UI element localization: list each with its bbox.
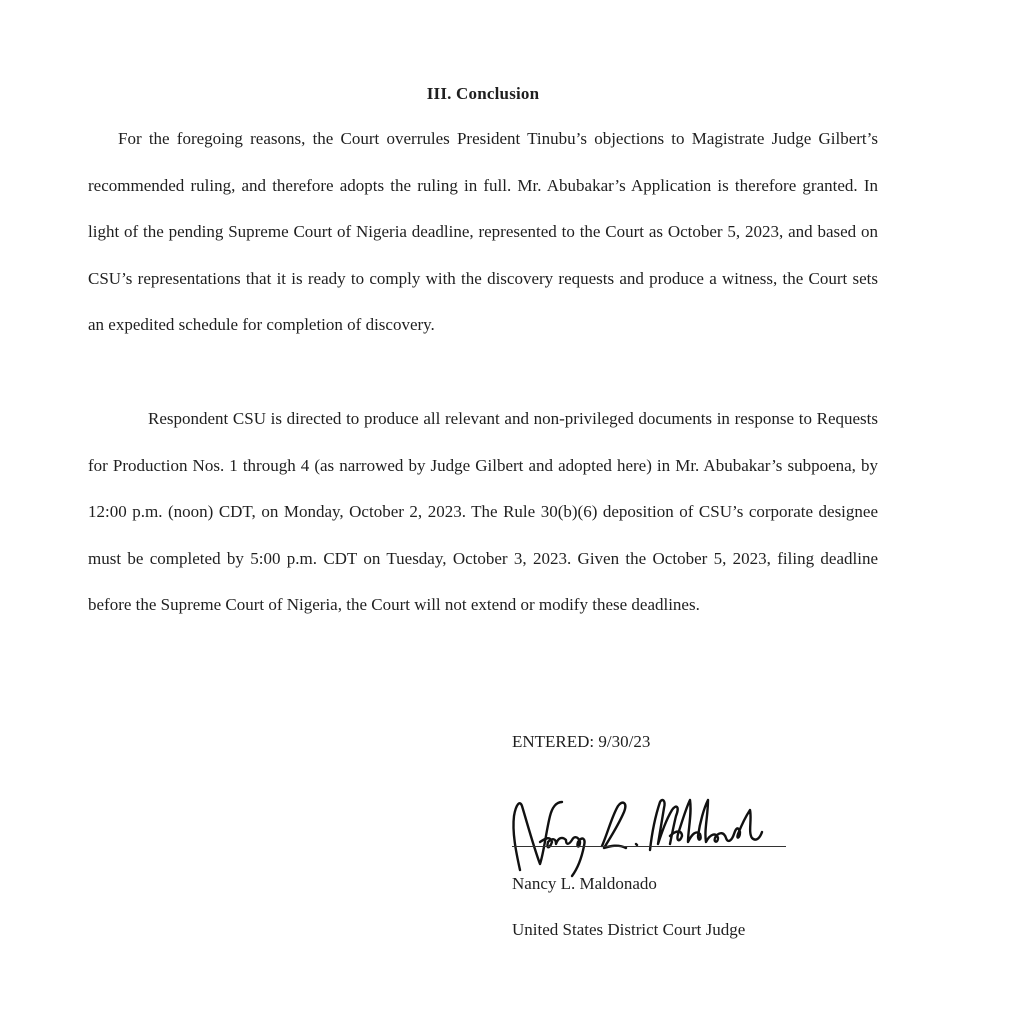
handwritten-signature xyxy=(490,772,770,882)
judge-name: Nancy L. Maldonado xyxy=(512,874,657,893)
section-heading: III. Conclusion xyxy=(426,84,540,103)
signature-line xyxy=(512,846,786,847)
judge-title: United States District Court Judge xyxy=(512,920,746,939)
entered-date: ENTERED: 9/30/23 xyxy=(512,732,651,751)
conclusion-paragraph-1: For the foregoing reasons, the Court overrules President Tinubu’s objections to Magistrate Judge Gilbert’s recommended ruling, and therefore adopts the ruling in full. Mr. Abubakar’s Application is therefore granted. In light of the pending Supreme Court of Nigeria deadline, represented to the Court as October 5, 2023, and based on CSU’s representations that it is ready to comply with the discovery requests and produce a witness, the Court sets an expedited schedule for completion of discovery. xyxy=(88,129,878,334)
conclusion-paragraph-2: Respondent CSU is directed to produce all relevant and non-privileged documents in response to Requests for Production Nos. 1 through 4 (as narrowed by Judge Gilbert and adopted here) in Mr. Abubakar’s subpoena, by 12:00 p.m. (noon) CDT, on Monday, October 2, 2023. The Rule 30(b)(6) deposition of CSU’s corporate designee must be completed by 5:00 p.m. CDT on Tuesday, October 3, 2023. Given the October 5, 2023, filing deadline before the Supreme Court of Nigeria, the Court will not extend or modify these deadlines. xyxy=(88,409,878,614)
